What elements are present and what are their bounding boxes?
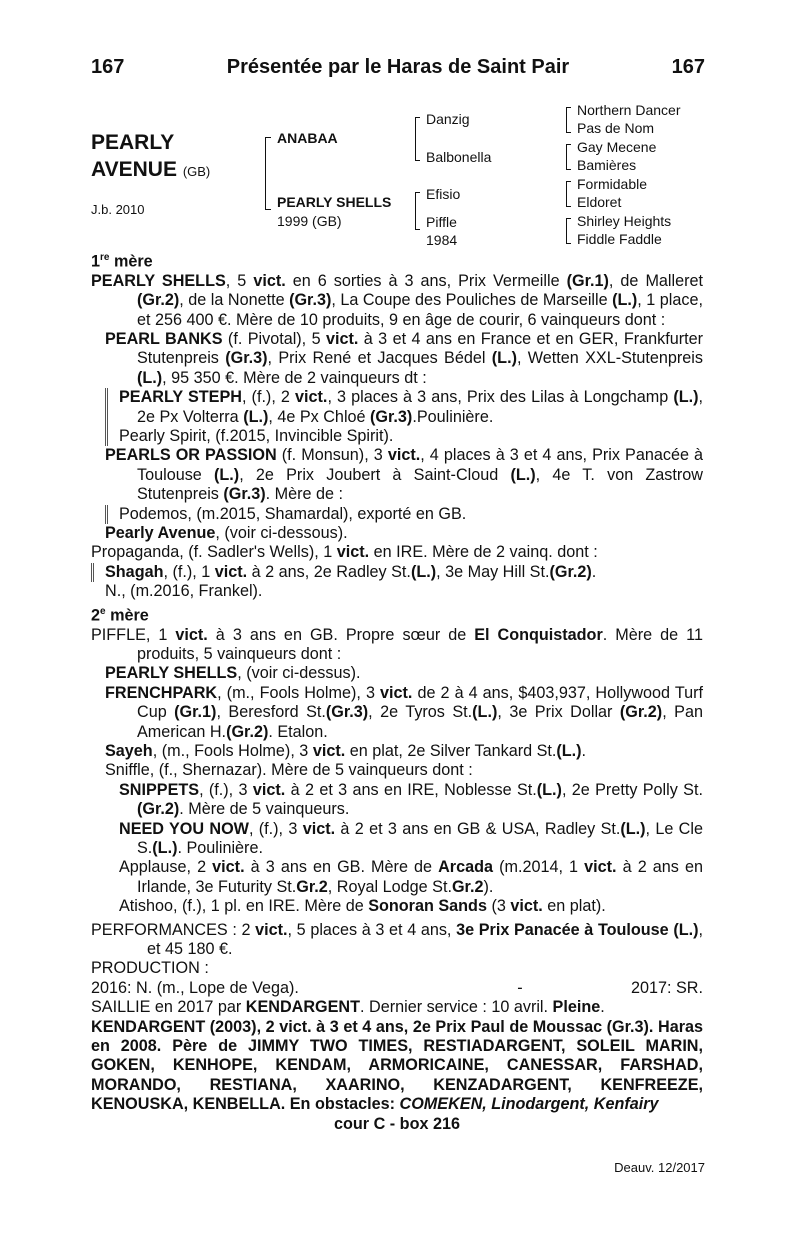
produce-sayeh: Sayeh, (m., Fools Holme), 3 vict. en plat, 2e Silver Tankard St.(L.). — [105, 741, 587, 760]
pedigree-bracket — [415, 192, 420, 230]
second-dam-entry: PIFFLE, 1 vict. à 3 ans en GB. Propre sœur de El Conquistador. Mère de 11 produits, 5 vainqueurs dont : — [91, 625, 703, 663]
production-row — [91, 979, 703, 998]
produce-shagah: Shagah, (f.), 1 vict. à 2 ans, 2e Radley St.(L.), 3e May Hill St.(Gr.2). — [105, 562, 597, 581]
pedigree-dam-year: 1999 (GB) — [277, 213, 342, 229]
pedigree-dam-sire: Efisio — [426, 186, 461, 202]
pedigree-sire: ANABAA — [277, 130, 338, 146]
footer-note: Deauv. 12/2017 — [614, 1160, 705, 1175]
production-label: PRODUCTION : — [91, 959, 209, 978]
horse-name-line1: PEARLY — [91, 131, 175, 154]
pedigree-g3-3: Gay Mecene — [577, 139, 657, 155]
pedigree-bracket — [566, 144, 571, 170]
pedigree-dam: PEARLY SHELLS — [277, 194, 392, 210]
production-2016: 2016: N. (m., Lope de Vega). — [91, 978, 299, 997]
pedigree-g3-2: Pas de Nom — [577, 120, 655, 136]
stallion-description: KENDARGENT (2003), 2 vict. à 3 et 4 ans, 2e Prix Paul de Moussac (Gr.3). Haras en 2008. Père de JIMMY TWO TIMES, RESTIADARGENT, SOLEIL MARIN, GOKEN, KENHOPE, KENDAM, ARMORICAINE, CANESSAR, FARSHAD, MORANDO, RESTIANA, XAARINO, KENZADARGENT, KENFREEZE, KENOUSKA, KENBELLA. En obstacles: COMEKEN, Linodargent, Kenfairy — [91, 1017, 703, 1114]
catalogue-body — [91, 248, 703, 1134]
production-2017: 2017: SR. — [630, 978, 703, 997]
production-dash: - — [517, 978, 523, 997]
page-title: Présentée par le Haras de Saint Pair — [226, 56, 570, 78]
produce-pearly-spirit: Pearly Spirit, (f.2015, Invincible Spirit). — [119, 427, 394, 446]
first-dam-entry: PEARLY SHELLS, 5 vict. en 6 sorties à 3 ans, Prix Vermeille (Gr.1), de Malleret (Gr.2), de la Nonette (Gr.3), La Coupe des Pouliches de Marseille (L.), 1 place, et 256 400 €. Mère de 10 produits, 9 en âge de courir, 6 vainqueurs dont : — [91, 271, 704, 329]
horse-name-line2-block — [91, 158, 210, 184]
pearl-banks-produce-group — [105, 388, 703, 446]
pearls-or-passion-produce-group — [105, 505, 703, 524]
produce-pearly-steph: PEARLY STEPH, (f.), 2 vict., 3 places à 3 ans, Prix des Lilas à Longchamp (L.), 2e Px Volterra (L.), 4e Px Chloé (Gr.3).Poulinière. — [119, 388, 703, 426]
pedigree-g3-4: Bamières — [577, 157, 637, 173]
pedigree-bracket — [415, 117, 420, 161]
second-dam-heading: 2e mère — [91, 605, 149, 625]
horse-birth: J.b. 2010 — [91, 202, 145, 217]
produce-frenchpark: FRENCHPARK, (m., Fools Holme), 3 vict. de 2 à 4 ans, $403,937, Hollywood Turf Cup (Gr.1), Beresford St.(Gr.3), 2e Tyros St.(L.), 3e Prix Dollar (Gr.2), Pan American H.(Gr.2). Etalon. — [105, 683, 703, 741]
pedigree-g3-1: Northern Dancer — [577, 102, 681, 118]
pedigree-bracket — [566, 218, 571, 244]
produce-pearl-banks: PEARL BANKS (f. Pivotal), 5 vict. à 3 et 4 ans en France et en GER, Frankfurter Stutenpreis (Gr.3), Prix René et Jacques Bédel (L.), Wetten XXL-Stutenpreis (L.), 95 350 €. Mère de 2 vainqueurs dt : — [105, 330, 703, 387]
pedigree-line — [265, 137, 271, 138]
produce-propaganda: Propaganda, (f. Sadler's Wells), 1 vict. en IRE. Mère de 2 vainq. dont : — [91, 543, 598, 562]
performances: PERFORMANCES : 2 vict., 5 places à 3 et 4 ans, 3e Prix Panacée à Toulouse (L.), et 45 180 €. — [91, 920, 703, 958]
pedigree-sire-sire: Danzig — [426, 111, 470, 127]
pedigree-g3-7: Shirley Heights — [577, 213, 672, 229]
produce-sniffle: Sniffle, (f., Shernazar). Mère de 5 vainqueurs dont : — [105, 761, 473, 780]
produce-snippets: SNIPPETS, (f.), 3 vict. à 2 et 3 ans en IRE, Noblesse St.(L.), 2e Pretty Polly St.(Gr.2). Mère de 5 vainqueurs. — [119, 780, 703, 819]
saillie: SAILLIE en 2017 par KENDARGENT. Dernier service : 10 avril. Pleine. — [91, 998, 605, 1017]
produce-need-you-now: NEED YOU NOW, (f.), 3 vict. à 2 et 3 ans en GB & USA, Radley St.(L.), Le Cle S.(L.). Poulinière. — [119, 819, 703, 857]
pedigree-bracket — [566, 107, 571, 133]
produce-applause: Applause, 2 vict. à 3 ans en GB. Mère de Arcada (m.2014, 1 vict. à 2 ans en Irlande, 3e Futurity St.Gr.2, Royal Lodge St.Gr.2). — [119, 858, 703, 896]
horse-origin: (GB) — [182, 164, 211, 179]
produce-pearly-avenue: Pearly Avenue, (voir ci-dessous). — [105, 524, 348, 543]
pedigree-bracket — [566, 181, 571, 207]
produce-pearly-shells: PEARLY SHELLS, (voir ci-dessus). — [105, 664, 361, 683]
propaganda-produce-group — [91, 563, 703, 582]
pedigree-line — [265, 209, 271, 210]
page-number-right: 167 — [671, 56, 705, 78]
pedigree-line — [265, 137, 266, 209]
horse-name-line2: AVENUE — [91, 158, 177, 181]
produce-pearls-or-passion: PEARLS OR PASSION (f. Monsun), 3 vict., 4 places à 3 et 4 ans, Prix Panacée à Toulouse (L.), 2e Prix Joubert à Saint-Cloud (L.), 4e T. von Zastrow Stutenpreis (Gr.3). Mère de : — [105, 446, 704, 504]
pedigree-dam-dam: Piffle — [426, 214, 457, 230]
pedigree-g3-6: Eldoret — [577, 194, 622, 210]
pedigree-g3-8: Fiddle Faddle — [577, 231, 662, 247]
produce-n-2016: N., (m.2016, Frankel). — [105, 582, 263, 601]
first-dam-heading: 1re mère — [91, 252, 153, 271]
pedigree-g3-5: Formidable — [577, 176, 648, 192]
page-number-left: 167 — [91, 56, 125, 78]
produce-atishoo: Atishoo, (f.), 1 pl. en IRE. Mère de Sonoran Sands (3 vict. en plat). — [119, 897, 606, 916]
pedigree-dam-dam-year: 1984 — [426, 232, 458, 248]
location: cour C - box 216 — [334, 1114, 460, 1133]
produce-podemos: Podemos, (m.2015, Shamardal), exporté en GB. — [119, 504, 467, 523]
pedigree-sire-dam: Balbonella — [426, 149, 492, 165]
